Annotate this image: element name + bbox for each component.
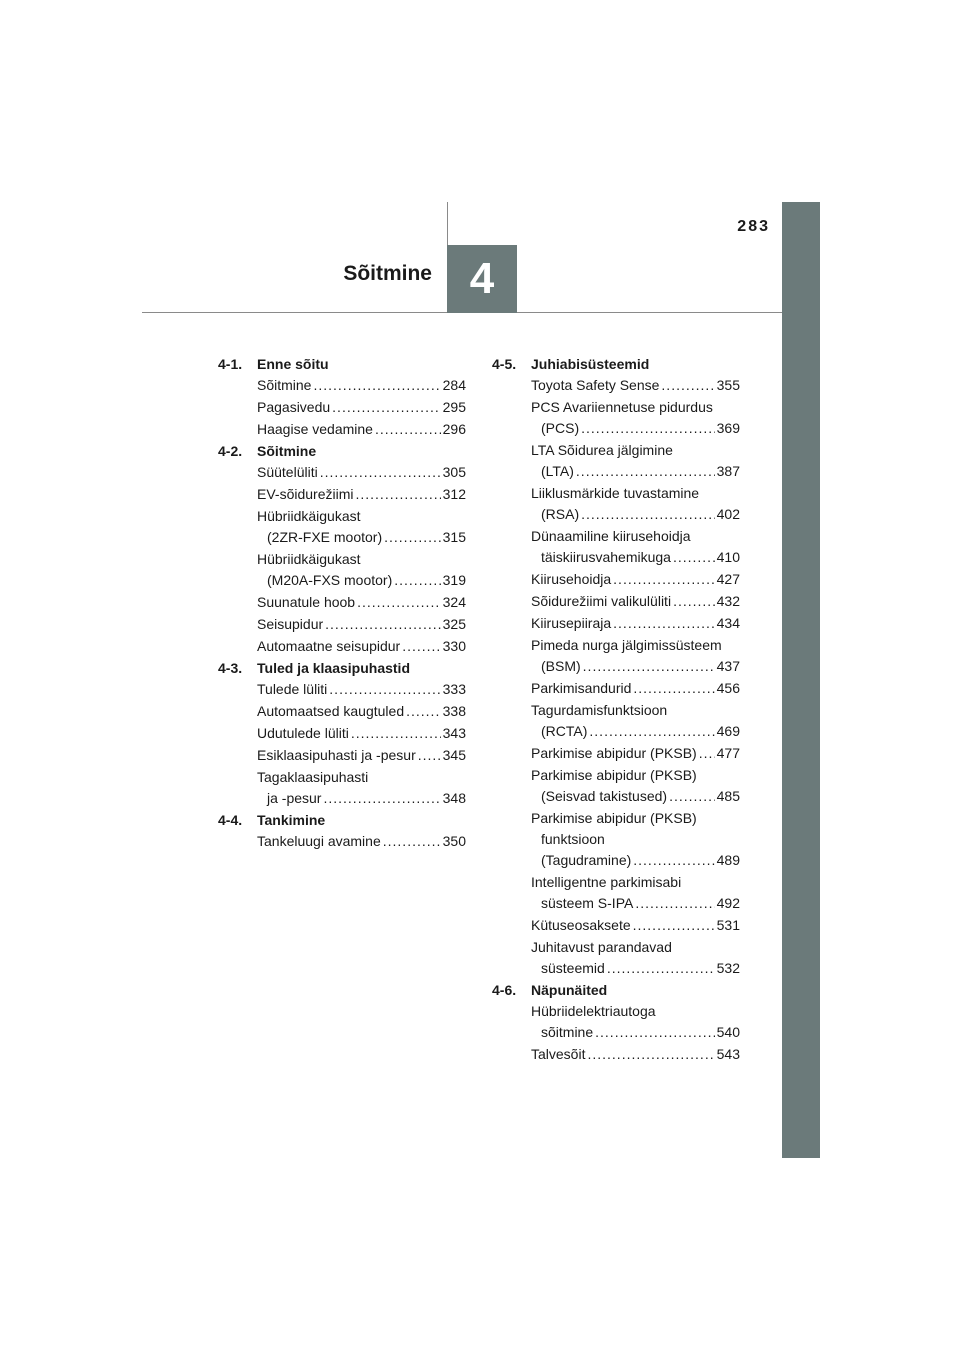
dot-leader (394, 570, 440, 591)
dot-leader (595, 1022, 715, 1043)
dot-leader (589, 721, 714, 742)
toc-entry[interactable] (492, 700, 740, 742)
dot-leader (313, 375, 440, 396)
dot-leader (375, 419, 441, 440)
toc-entry-page: 531 (716, 917, 740, 933)
dot-leader (587, 1044, 714, 1065)
toc-entry-page: 543 (716, 1046, 740, 1062)
toc-section-title: Tankimine (257, 812, 326, 828)
toc-entry[interactable] (492, 678, 740, 699)
toc-entry-page: 319 (442, 572, 466, 588)
toc-entry[interactable] (218, 679, 466, 700)
toc-section (218, 354, 466, 440)
toc-entry[interactable] (492, 397, 740, 439)
toc-section-heading (218, 658, 466, 679)
toc-entry-title: Suunatule hoob (257, 594, 356, 610)
toc-entry-title: EV-sõidurežiimi (257, 486, 354, 502)
toc-entry-title: ja -pesur (267, 790, 322, 806)
toc-entry-title: Seisupidur (257, 616, 324, 632)
dot-leader (633, 850, 714, 871)
toc-section (492, 980, 740, 1065)
toc-section-title: Enne sõitu (257, 356, 329, 372)
toc-section (218, 810, 466, 852)
toc-entry[interactable] (492, 635, 740, 677)
toc-section-number: 4-1. (218, 356, 243, 372)
toc-section-number: 4-4. (218, 812, 243, 828)
toc-entry-title: (RCTA) (541, 723, 588, 739)
toc-entry-title: süsteemid (541, 960, 605, 976)
toc-entry-page: 350 (442, 833, 466, 849)
toc-entry-page: 469 (716, 723, 740, 739)
toc-section-heading (218, 354, 466, 375)
dot-leader (323, 788, 440, 809)
toc-entry[interactable] (218, 767, 466, 809)
toc-entry-title: Parkimise abipidur (PKSB) (531, 745, 697, 761)
toc-entry[interactable] (492, 591, 740, 612)
toc-entry-page: 434 (716, 615, 740, 631)
toc-entry-title: Parkimise abipidur (PKSB) (531, 767, 697, 783)
toc-column-right (492, 354, 740, 1066)
dot-leader (406, 701, 441, 722)
toc-entry-title: Tagaklaasipuhasti (257, 769, 369, 785)
toc-entry-title: (M20A-FXS mootor) (267, 572, 393, 588)
toc-entry-title: Parkimisandurid (531, 680, 632, 696)
toc-entry-title: täiskiirusvahemikuga (541, 549, 671, 565)
dot-leader (383, 831, 441, 852)
toc-entry-page: 338 (442, 703, 466, 719)
toc-entry[interactable] (218, 549, 466, 591)
toc-entry[interactable] (218, 723, 466, 744)
toc-entry-title: Toyota Safety Sense (531, 377, 660, 393)
toc-entry-page: 325 (442, 616, 466, 632)
toc-entry-page: 477 (716, 745, 740, 761)
toc-entry-page: 532 (716, 960, 740, 976)
page-number: 283 (737, 218, 770, 235)
toc-entry[interactable] (492, 375, 740, 396)
toc-entry-title: Tulede lüliti (257, 681, 328, 697)
toc-entry-page: 330 (442, 638, 466, 654)
toc-entry[interactable] (218, 506, 466, 548)
toc-section (218, 441, 466, 657)
toc-entry-title: Tagurdamisfunktsioon (531, 702, 668, 718)
dot-leader (661, 375, 714, 396)
toc-entry[interactable] (492, 743, 740, 764)
toc-entry-title: Kütuseosaksete (531, 917, 631, 933)
dot-leader (633, 678, 714, 699)
toc-entry-title: Tankeluugi avamine (257, 833, 381, 849)
toc-entry-title: (Seisvad takistused) (541, 788, 668, 804)
dot-leader (583, 656, 715, 677)
toc-entry[interactable] (492, 872, 740, 914)
chapter-side-tab (782, 202, 820, 1158)
toc-entry-title: Hübriidkäigukast (257, 551, 361, 567)
toc-entry[interactable] (492, 483, 740, 525)
toc-entry-page: 402 (716, 506, 740, 522)
toc-entry-page: 343 (442, 725, 466, 741)
toc-entry[interactable] (218, 375, 466, 396)
toc-entry[interactable] (218, 484, 466, 505)
toc-entry-title: Pimeda nurga jälgimissüsteem (531, 637, 722, 653)
toc-section-heading (492, 354, 740, 375)
toc-entry[interactable] (218, 636, 466, 657)
toc-entry[interactable] (218, 831, 466, 852)
toc-section-number: 4-3. (218, 660, 243, 676)
toc-entry[interactable] (218, 745, 466, 766)
toc-entry-title: Udutulede lüliti (257, 725, 349, 741)
dot-leader (699, 743, 715, 764)
toc-entry-page: 437 (716, 658, 740, 674)
dot-leader (576, 461, 715, 482)
toc-entry-title: Hübriidelektriautoga (531, 1003, 656, 1019)
toc-entry-title: Hübriidkäigukast (257, 508, 361, 524)
toc-entry[interactable] (492, 1044, 740, 1065)
dot-leader (320, 462, 441, 483)
toc-entry-page: 324 (442, 594, 466, 610)
toc-entry-title: Talvesõit (531, 1046, 586, 1062)
toc-entry-title: (LTA) (541, 463, 574, 479)
toc-entry[interactable] (492, 440, 740, 482)
toc-section-number: 4-2. (218, 443, 243, 459)
toc-entry-page: 432 (716, 593, 740, 609)
toc-entry-title: (RSA) (541, 506, 580, 522)
toc-entry-page: 456 (716, 680, 740, 696)
toc-entry[interactable] (218, 701, 466, 722)
toc-section-number: 4-5. (492, 356, 517, 372)
toc-entry-title: (PCS) (541, 420, 580, 436)
toc-entry-title: Esiklaasipuhasti ja -pesur (257, 747, 416, 763)
dot-leader (402, 636, 440, 657)
toc-section-heading (218, 810, 466, 831)
toc-entry[interactable] (492, 937, 740, 979)
header-divider-vertical (447, 202, 448, 246)
toc-entry-title: Liiklusmärkide tuvastamine (531, 485, 700, 501)
toc-entry-page: 540 (716, 1024, 740, 1040)
toc-entry[interactable] (492, 526, 740, 568)
toc-entry-page: 315 (442, 529, 466, 545)
dot-leader (357, 592, 441, 613)
toc-section-title: Juhiabisüsteemid (531, 356, 650, 372)
chapter-number-box (447, 245, 517, 313)
toc-entry-title: Sõitmine (257, 377, 312, 393)
toc-entry-title: Süütelüliti (257, 464, 318, 480)
toc-section-heading (218, 441, 466, 462)
toc-entry-title: Dünaamiline kiirusehoidja (531, 528, 691, 544)
toc-section-title: Näpunäited (531, 982, 608, 998)
toc-entry-title: Automaatsed kaugtuled (257, 703, 405, 719)
dot-leader (581, 504, 715, 525)
toc-entry-title: süsteem S-IPA (541, 895, 634, 911)
toc-entry-page: 427 (716, 571, 740, 587)
dot-leader (351, 723, 441, 744)
chapter-title: Sõitmine (343, 262, 432, 285)
toc-entry-title: Pagasivedu (257, 399, 331, 415)
toc-entry-title: Automaatne seisupidur (257, 638, 401, 654)
toc-section (492, 354, 740, 979)
toc-entry[interactable] (218, 397, 466, 418)
toc-entry[interactable] (218, 592, 466, 613)
toc-entry[interactable] (218, 462, 466, 483)
dot-leader (418, 745, 441, 766)
toc-section (218, 658, 466, 809)
toc-entry-page: 333 (442, 681, 466, 697)
toc-entry-page: 305 (442, 464, 466, 480)
toc-entry[interactable] (218, 614, 466, 635)
dot-leader (332, 397, 440, 418)
dot-leader (329, 679, 440, 700)
toc-entry-title: (BSM) (541, 658, 581, 674)
dot-leader (325, 614, 440, 635)
toc-entry-title: (Tagudramine) (541, 852, 632, 868)
dot-leader (669, 786, 715, 807)
toc-entry-title: Intelligentne parkimisabi (531, 874, 682, 890)
toc-entry[interactable] (492, 1001, 740, 1043)
dot-leader (613, 569, 714, 590)
toc-entry-page: 369 (716, 420, 740, 436)
dot-leader (635, 893, 714, 914)
toc-section-title: Tuled ja klaasipuhastid (257, 660, 411, 676)
toc-entry-page: 492 (716, 895, 740, 911)
toc-entry[interactable] (492, 808, 740, 871)
toc-entry-page: 284 (442, 377, 466, 393)
dot-leader (673, 547, 715, 568)
dot-leader (355, 484, 440, 505)
toc-column-left (218, 354, 466, 853)
dot-leader (607, 958, 715, 979)
toc-section-heading (492, 980, 740, 1001)
toc-entry[interactable] (492, 765, 740, 807)
toc-entry-page: 387 (716, 463, 740, 479)
toc-section-title: Sõitmine (257, 443, 317, 459)
dot-leader (673, 591, 715, 612)
toc-entry-title: Juhitavust parandavad (531, 939, 672, 955)
toc-entry[interactable] (492, 613, 740, 634)
dot-leader (633, 915, 715, 936)
toc-entry-page: 355 (716, 377, 740, 393)
toc-entry-title: (2ZR-FXE mootor) (267, 529, 383, 545)
chapter-number: 4 (469, 254, 495, 303)
toc-entry-title: LTA Sõidurea jälgimine (531, 442, 673, 458)
toc-entry-title: Sõidurežiimi valikulüliti (531, 593, 672, 609)
toc-entry-page: 410 (716, 549, 740, 565)
toc-entry-title: Kiirusepiiraja (531, 615, 612, 631)
toc-entry[interactable] (492, 915, 740, 936)
toc-entry-title: Kiirusehoidja (531, 571, 612, 587)
toc-entry-page: 489 (716, 852, 740, 868)
toc-entry-page: 296 (442, 421, 466, 437)
dot-leader (613, 613, 714, 634)
toc-entry-title: Parkimise abipidur (PKSB) (531, 810, 697, 826)
toc-entry-page: 485 (716, 788, 740, 804)
toc-entry-title: sõitmine (541, 1024, 594, 1040)
toc-entry-title: funktsioon (541, 831, 605, 847)
toc-entry-page: 345 (442, 747, 466, 763)
toc-entry-title: Haagise vedamine (257, 421, 373, 437)
toc-entry-title: PCS Avariiennetuse pidurdus (531, 399, 713, 415)
toc-entry-page: 312 (442, 486, 466, 502)
toc-entry-page: 295 (442, 399, 466, 415)
dot-leader (581, 418, 715, 439)
toc-entry[interactable] (492, 569, 740, 590)
dot-leader (384, 527, 441, 548)
toc-entry[interactable] (218, 419, 466, 440)
toc-section-number: 4-6. (492, 982, 517, 998)
toc-entry-page: 348 (442, 790, 466, 806)
